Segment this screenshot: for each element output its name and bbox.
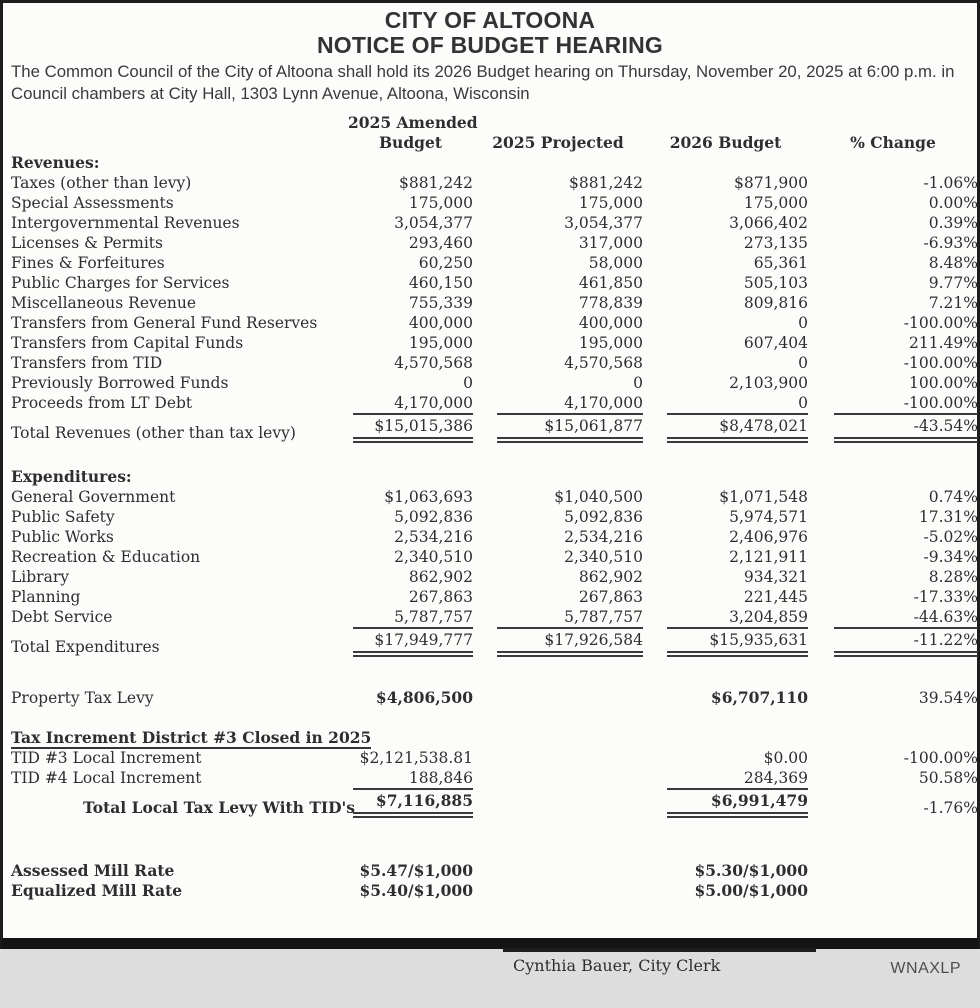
expenditures-total-row [11,627,978,657]
row-label: Transfers from Capital Funds [11,334,244,352]
pct-change-value: 0.00% [928,194,978,212]
table-row [11,393,978,413]
row-label: Equalized Mill Rate [11,881,183,900]
row-label: Licenses & Permits [11,234,163,252]
budget-2026-value: 0 [798,314,808,332]
budget-2026-total: $15,935,631 [643,627,808,657]
expenditures-section-label: Expenditures: [11,467,132,486]
projected-value: 400,000 [578,314,643,332]
row-label: Property Tax Levy [11,689,154,707]
pct-change-value: 17.31% [918,508,978,526]
table-row [11,233,978,253]
projected-value: $1,040,500 [554,488,643,506]
pct-change-total: -1.76% [923,799,978,817]
amended-value: $2,121,538.81 [359,749,473,767]
title-line-2: NOTICE OF BUDGET HEARING [317,31,663,58]
budget-2026-total: $8,478,021 [643,413,808,443]
projected-value: 2,340,510 [564,548,643,566]
table-row [11,333,978,353]
projected-total: $15,061,877 [473,413,643,443]
table-row [11,607,978,627]
spacer [11,657,978,688]
table-row [11,547,978,567]
pct-change-total: -11.22% [808,627,978,657]
amended-value: 0 [463,374,473,392]
col-header-projected: 2025 Projected [492,133,624,152]
row-label: Library [11,568,69,586]
pct-change-value: 211.49% [909,334,978,352]
row-label: TID #4 Local Increment [11,769,202,787]
budget-2026-value: 3,066,402 [729,214,808,232]
table-row [11,527,978,547]
pct-change-value: -100.00% [903,314,978,332]
table-row [11,567,978,587]
table-row [11,253,978,273]
amended-value: 267,863 [408,588,473,606]
pct-change-value: 0.74% [928,488,978,506]
row-label: Debt Service [11,608,113,626]
projected-value: 3,054,377 [564,214,643,232]
budget-2026-value: 505,103 [743,274,808,292]
row-label: Fines & Forfeitures [11,254,165,272]
row-label: Taxes (other than levy) [11,174,192,192]
projected-value: 862,902 [578,568,643,586]
amended-value: $5.47/$1,000 [359,861,473,880]
amended-value: 400,000 [408,314,473,332]
projected-value: 4,170,000 [564,394,643,412]
col-header-pct-change: % Change [850,133,936,152]
publisher-code: WNAXLP [890,960,961,977]
amended-value: 2,340,510 [394,548,473,566]
pct-change-value: -1.06% [923,174,978,192]
amended-value: $881,242 [399,174,473,192]
budget-table [11,113,978,901]
pct-change-value: 8.28% [928,568,978,586]
amended-value: 755,339 [408,294,473,312]
spacer [11,708,978,728]
budget-2026-value: $5.00/$1,000 [694,881,808,900]
pct-change-value: -9.34% [923,548,978,566]
pct-change-value: 100.00% [909,374,978,392]
budget-2026-value: 3,204,859 [729,608,808,626]
projected-value: 5,787,757 [564,608,643,626]
amended-total: $15,015,386 [348,413,473,443]
pct-change-value: -6.93% [923,234,978,252]
pct-change-value: 0.39% [928,214,978,232]
amended-value: 5,092,836 [394,508,473,526]
budget-2026-value: 0 [798,354,808,372]
row-label: Public Safety [11,508,115,526]
table-row [11,193,978,213]
revenues-total-row [11,413,978,443]
row-label: General Government [11,488,176,506]
pct-change-value: 9.77% [928,274,978,292]
row-label: Total Expenditures [11,638,160,656]
projected-value: 4,570,568 [564,354,643,372]
budget-2026-value: 0 [798,394,808,412]
projected-value: 2,534,216 [564,528,643,546]
property-tax-levy-row [11,688,978,708]
mill-rate-row [11,861,978,881]
section-header-expenditures [11,467,978,487]
pct-change-value: -5.02% [923,528,978,546]
amended-value: 188,846 [408,769,473,787]
pct-change-value: -100.00% [903,749,978,767]
pct-change-value: 7.21% [928,294,978,312]
section-header-revenues [11,153,978,173]
spacer [11,818,978,861]
amended-value: $4,806,500 [375,688,473,707]
budget-2026-value: 2,406,976 [729,528,808,546]
col-header-amended-line1: 2025 Amended [348,113,478,132]
mill-rate-row [11,881,978,901]
pct-change-value: -17.33% [913,588,978,606]
budget-2026-value: 607,404 [743,334,808,352]
page-title [11,8,969,57]
projected-value: 175,000 [578,194,643,212]
projected-value: 267,863 [578,588,643,606]
row-label: Intergovernmental Revenues [11,214,240,232]
projected-value: 5,092,836 [564,508,643,526]
revenues-section-label: Revenues: [11,153,100,172]
amended-value: 175,000 [408,194,473,212]
amended-total: $17,949,777 [348,627,473,657]
projected-value: 461,850 [578,274,643,292]
column-header-row-2 [11,133,978,153]
clerk-signature: Cynthia Bauer, City Clerk [513,956,721,975]
signature-block [503,948,816,975]
row-label: TID #3 Local Increment [11,749,202,767]
amended-value: 293,460 [408,234,473,252]
pct-change-value: -100.00% [903,354,978,372]
spacer [11,443,978,467]
col-header-amended-line2: Budget [378,133,443,152]
row-label: Total Local Tax Levy With TID's [83,798,356,817]
projected-value: 317,000 [578,234,643,252]
pct-change-value: 39.54% [918,689,978,707]
budget-2026-value: 175,000 [743,194,808,212]
projected-value: 0 [633,374,643,392]
table-row [11,173,978,193]
row-label: Transfers from TID [11,354,163,372]
table-row [11,748,978,768]
amended-value: $5.40/$1,000 [359,881,473,900]
intro-paragraph: The Common Council of the City of Altoona shall hold its 2026 Budget hearing on Thursday, November 20, 2025 at 6:00 p.m. in Council chambers at City Hall, 1303 Lynn Avenue, Altoona, Wisconsin [11,62,955,103]
footer [11,948,969,1008]
budget-2026-value: 284,369 [743,769,808,787]
projected-value: 778,839 [578,294,643,312]
table-row [11,213,978,233]
projected-value: $881,242 [569,174,643,192]
row-label: Planning [11,588,81,606]
projected-value: 195,000 [578,334,643,352]
amended-value: $1,063,693 [384,488,473,506]
row-label: Miscellaneous Revenue [11,294,197,312]
table-row [11,293,978,313]
budget-2026-value: 221,445 [743,588,808,606]
row-label: Total Revenues (other than tax levy) [11,424,296,442]
table-row [11,353,978,373]
amended-value: 2,534,216 [394,528,473,546]
amended-value: 5,787,757 [394,608,473,626]
budget-2026-value: $871,900 [734,174,808,192]
projected-value: 58,000 [588,254,643,272]
table-row [11,587,978,607]
column-header-row-1 [11,113,978,133]
budget-2026-value: $5.30/$1,000 [694,861,808,880]
table-row [11,487,978,507]
row-label: Public Works [11,528,114,546]
projected-total: $17,926,584 [473,627,643,657]
amended-value: 3,054,377 [394,214,473,232]
amended-value: 4,170,000 [394,394,473,412]
budget-2026-value: $0.00 [763,749,808,767]
section-header-tid [11,728,978,748]
col-header-2026-budget: 2026 Budget [669,133,782,152]
budget-2026-value: 273,135 [743,234,808,252]
amended-value: 4,570,568 [394,354,473,372]
budget-2026-value: $6,707,110 [710,688,808,707]
budget-2026-value: 934,321 [743,568,808,586]
amended-value: 60,250 [418,254,473,272]
budget-2026-value: 65,361 [753,254,808,272]
table-row [11,768,978,788]
row-label: Recreation & Education [11,548,201,566]
tid-section-label: Tax Increment District #3 Closed in 2025 [11,728,372,747]
row-label: Transfers from General Fund Reserves [11,314,318,332]
budget-2026-value: 5,974,571 [729,508,808,526]
budget-2026-total: $6,991,479 [643,788,808,818]
tid-total-row [11,788,978,818]
pct-change-total: -43.54% [808,413,978,443]
row-label: Special Assessments [11,194,174,212]
budget-2026-value: 809,816 [743,294,808,312]
title-line-1: CITY OF ALTOONA [384,7,596,33]
row-label: Previously Borrowed Funds [11,374,229,392]
pct-change-value: 50.58% [918,769,978,787]
amended-value: 460,150 [408,274,473,292]
amended-value: 862,902 [408,568,473,586]
pct-change-value: -100.00% [903,394,978,412]
amended-value: 195,000 [408,334,473,352]
budget-2026-value: 2,121,911 [729,548,808,566]
pct-change-value: -44.63% [913,608,978,626]
row-label: Assessed Mill Rate [11,861,175,880]
row-label: Proceeds from LT Debt [11,394,193,412]
table-row [11,313,978,333]
pct-change-value: 8.48% [928,254,978,272]
amended-total: $7,116,885 [348,788,473,818]
row-label: Public Charges for Services [11,274,230,292]
budget-2026-value: 2,103,900 [729,374,808,392]
budget-2026-value: $1,071,548 [719,488,808,506]
table-row [11,507,978,527]
table-row [11,273,978,293]
table-row [11,373,978,393]
